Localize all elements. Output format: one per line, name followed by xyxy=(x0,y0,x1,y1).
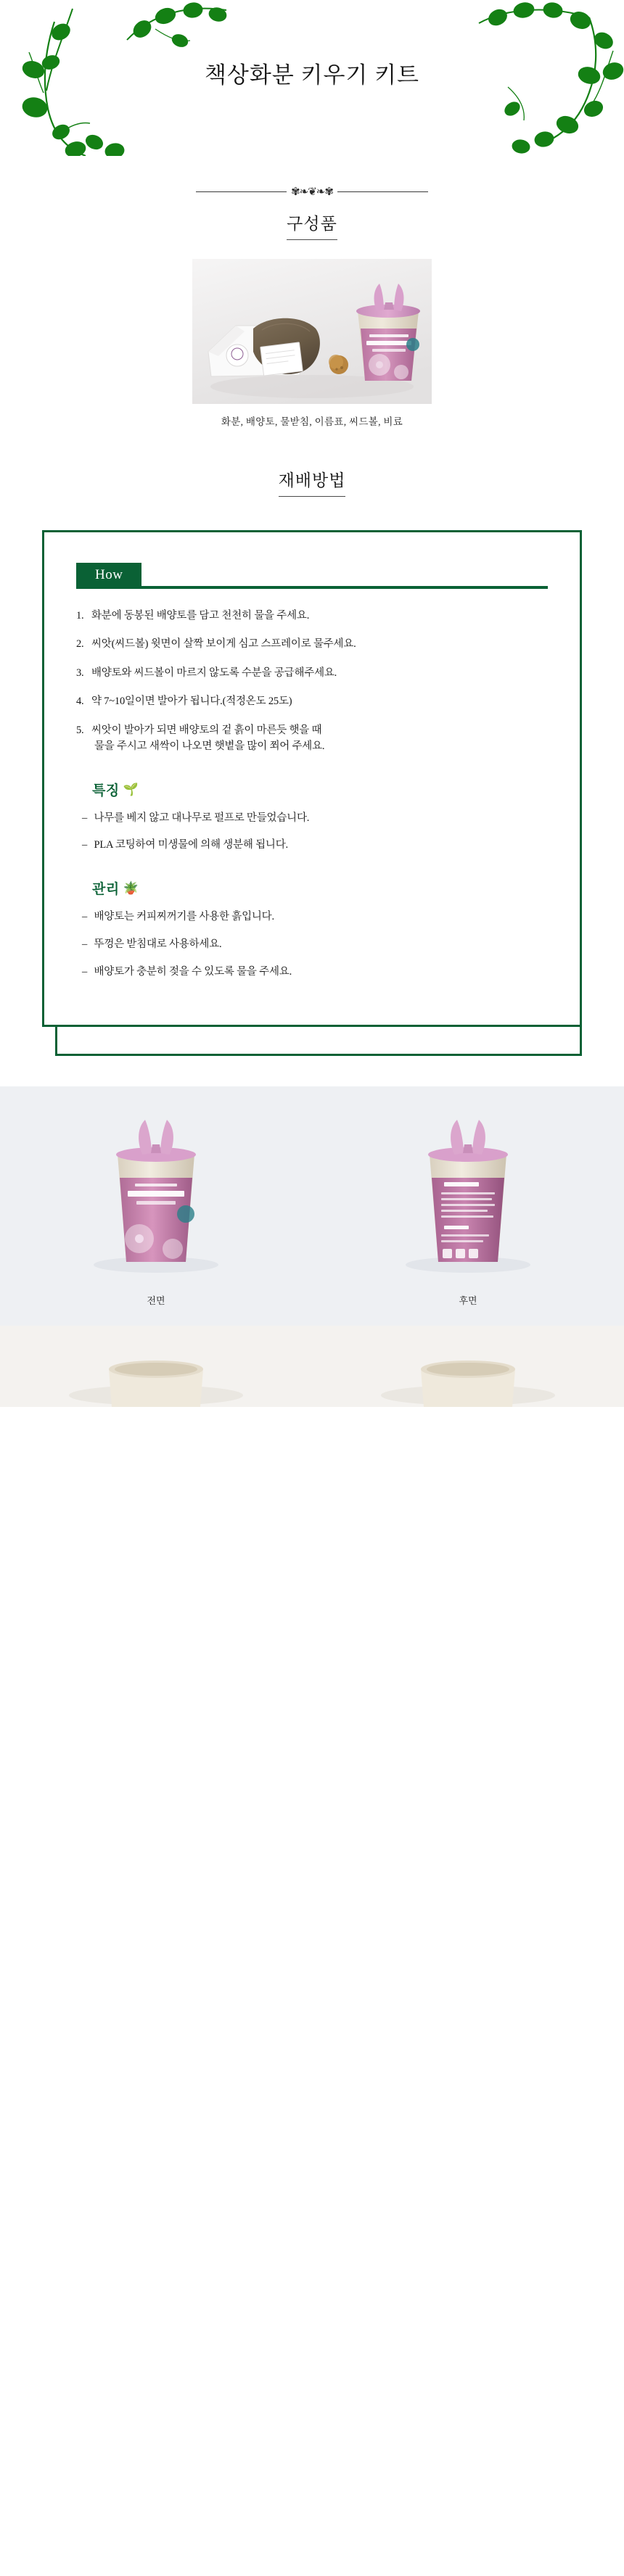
divider-line-right xyxy=(337,191,428,192)
bullet-dash: – xyxy=(82,839,88,851)
care-heading xyxy=(92,878,548,898)
how-badge-row xyxy=(76,563,548,589)
bullet-dash: – xyxy=(82,812,88,824)
components-caption: 화분, 배양토, 물받침, 이름표, 씨드볼, 비료 xyxy=(221,416,403,427)
step-item: 3. 배양토와 씨드볼이 마르지 않도록 수분을 공급해주세요. xyxy=(76,666,337,679)
step-line-1: 씨앗이 발아가 되면 배양토의 겉 흙이 마른듯 햇을 때 xyxy=(91,724,322,736)
gallery-caption-front: 전면 xyxy=(147,1295,165,1307)
feature-item: – PLA 코팅하여 미생물에 의해 생분해 됩니다. xyxy=(82,839,288,851)
method-heading: 재배방법 xyxy=(0,467,624,497)
gallery-item-back xyxy=(312,1111,624,1307)
care-item: – 배양토가 충분히 젖을 수 있도록 물을 주세요. xyxy=(82,965,292,978)
components-heading: 구성품 xyxy=(0,210,624,240)
ornament-divider xyxy=(196,186,428,197)
gallery-item-front xyxy=(0,1111,312,1307)
care-item: – 배양토는 커피찌꺼기를 사용한 흙입니다. xyxy=(82,911,274,923)
seedling-icon: 🌱 xyxy=(123,782,139,796)
features-heading xyxy=(92,780,548,799)
package-gallery xyxy=(0,1086,624,1326)
ornament-glyph: ✾❧❦❧✾ xyxy=(291,185,333,198)
step-item: 2. 씨앗(씨드볼) 윗면이 살짝 보이게 심고 스프레이로 물주세요. xyxy=(76,638,356,651)
hero-banner xyxy=(0,0,624,156)
bullet-dash: – xyxy=(82,911,88,923)
bottom-photo-right xyxy=(312,1326,624,1407)
potted-plant-icon: 🪴 xyxy=(123,881,139,896)
step-line-2: 물을 주시고 새싹이 나오면 햇볕을 많이 쬐어 주세요. xyxy=(94,740,325,753)
care-list xyxy=(82,909,548,980)
step-item: 5. 씨앗이 발아가 되면 배양토의 겉 흙이 마른듯 햇을 때 물을 주시고 새싹이 나오면 햇볕을 많이 쬐어 주세요. xyxy=(76,722,548,755)
care-item: – 뚜껑은 받침대로 사용하세요. xyxy=(82,938,222,950)
components-photo xyxy=(192,259,432,404)
step-item: 4. 약 7~10일이면 발아가 됩니다.(적정온도 25도) xyxy=(76,695,292,708)
gallery-caption-back: 후면 xyxy=(459,1295,477,1307)
feature-item: – 나무를 베지 않고 대나무로 펄프로 만들었습니다. xyxy=(82,812,310,824)
how-badge: How xyxy=(76,563,141,589)
step-item: 1. 화분에 동봉된 배양토를 담고 천천히 물을 주세요. xyxy=(76,609,310,622)
steps-list xyxy=(76,608,548,755)
package-back-photo xyxy=(363,1111,573,1281)
bullet-dash: – xyxy=(82,965,88,978)
divider-line-left xyxy=(196,191,287,192)
bottom-photo-strip xyxy=(0,1326,624,1407)
bullet-dash: – xyxy=(82,938,88,950)
features-list xyxy=(82,811,548,854)
care-heading-label: 관리 xyxy=(92,882,120,898)
page-title: 책상화분 키우기 키트 xyxy=(204,62,419,88)
bottom-photo-left xyxy=(0,1326,312,1407)
how-badge-rule xyxy=(141,586,548,589)
how-section xyxy=(42,530,582,1043)
how-box xyxy=(42,530,582,1027)
features-heading-label: 특징 xyxy=(92,783,120,798)
package-front-photo xyxy=(51,1111,261,1281)
